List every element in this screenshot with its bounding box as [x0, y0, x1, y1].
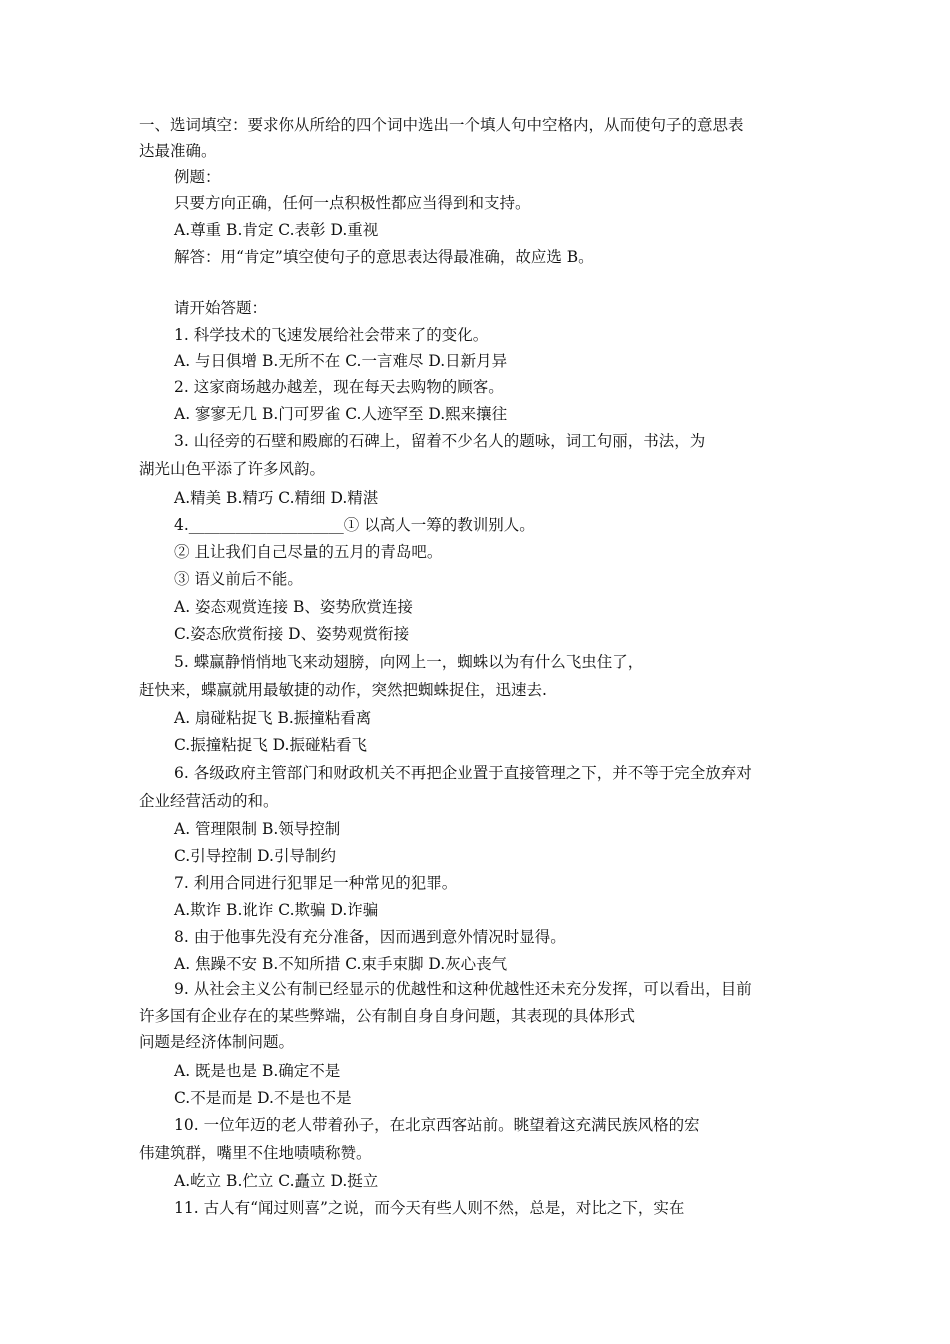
- question-3-options: A.精美 B.精巧 C.精细 D.精湛: [174, 489, 379, 507]
- example-sentence: 只要方向正确，任何一点积极性都应当得到和支持。: [174, 194, 531, 212]
- question-8-options: A. 焦躁不安 B.不知所措 C.束手束脚 D.灰心丧气: [174, 955, 508, 973]
- question-9-line-3: 问题是经济体制问题。: [139, 1033, 295, 1051]
- question-6-line-1: 6. 各级政府主管部门和财政机关不再把企业置于直接管理之下，并不等于完全放弃对: [174, 764, 752, 782]
- question-10-line-2: 伟建筑群，嘴里不住地啧啧称赞。: [139, 1144, 372, 1162]
- example-heading: 例题：: [174, 168, 221, 186]
- question-5-options-1: A. 扇碰粘捉飞 B.振撞粘看离: [174, 709, 372, 727]
- question-5-options-2: C.振撞粘捉飞 D.振碰粘看飞: [174, 736, 367, 754]
- question-1-options: A. 与日俱增 B.无所不在 C.一言难尽 D.日新月异: [174, 352, 508, 370]
- question-6-options-1: A. 管理限制 B.领导控制: [174, 820, 341, 838]
- question-11-line-1: 11. 古人有“闻过则喜”之说，而今天有些人则不然，总是，对比之下，实在: [174, 1199, 685, 1217]
- instruction-line-2: 达最准确。: [139, 142, 217, 160]
- start-heading: 请开始答题：: [174, 299, 268, 317]
- question-3-line-2: 湖光山色平添了许多风韵。: [139, 460, 326, 478]
- question-9-line-1: 9. 从社会主义公有制已经显示的优越性和这种优越性还未充分发挥，可以看出，目前: [174, 980, 752, 998]
- question-9-options-1: A. 既是也是 B.确定不是: [174, 1062, 341, 1080]
- question-5-line-2: 赶快来，蝶赢就用最敏捷的动作，突然把蜘蛛捉住，迅速去.: [139, 681, 547, 699]
- question-9-options-2: C.不是而是 D.不是也不是: [174, 1089, 352, 1107]
- question-6-options-2: C.引导控制 D.引导制约: [174, 847, 336, 865]
- question-2: 2. 这家商场越办越差，现在每天去购物的顾客。: [174, 378, 504, 396]
- question-6-line-2: 企业经营活动的和。: [139, 792, 279, 810]
- question-9-line-2: 许多国有企业存在的某些弊端，公有制自身自身问题，其表现的具体形式: [139, 1007, 636, 1025]
- question-4-options-1: A. 姿态观赏连接 B、姿势欣赏连接: [174, 598, 413, 616]
- question-4-line-3: ③ 语义前后不能。: [174, 570, 303, 588]
- question-5-line-1: 5. 蝶赢静悄悄地飞来动翅膀，向网上一，蜘蛛以为有什么飞虫住了，: [174, 653, 644, 671]
- question-1: 1. 科学技术的飞速发展给社会带来了的变化。: [174, 326, 489, 344]
- question-8: 8. 由于他事先没有充分准备，因而遇到意外情况时显得。: [174, 928, 566, 946]
- question-4-line-2: ② 且让我们自己尽量的五月的青岛吧。: [174, 543, 443, 561]
- question-7-options: A.欺诈 B.讹诈 C.欺骗 D.诈骗: [174, 901, 379, 919]
- question-7: 7. 利用合同进行犯罪足一种常见的犯罪。: [174, 874, 458, 892]
- instruction-line-1: 一、选词填空：要求你从所给的四个词中选出一个填人句中空格内，从而使句子的意思表: [139, 116, 744, 134]
- example-options: A.尊重 B.肯定 C.表彰 D.重视: [174, 221, 379, 239]
- question-3-line-1: 3. 山径旁的石壁和殿廊的石碑上，留着不少名人的题咏，词工句丽，书法，为: [174, 432, 706, 450]
- question-10-options: A.屹立 B.伫立 C.矗立 D.挺立: [174, 1172, 379, 1190]
- question-4-options-2: C.姿态欣赏衔接 D、姿势观赏衔接: [174, 625, 410, 643]
- question-10-line-1: 10. 一位年迈的老人带着孙子，在北京西客站前。眺望着这充满民族风格的宏: [174, 1116, 700, 1134]
- question-4-line-1: 4.____________________① 以高人一筹的教训别人。: [174, 516, 535, 534]
- question-2-options: A. 寥寥无几 B.门可罗雀 C.人迹罕至 D.熙来攘往: [174, 405, 508, 423]
- example-answer: 解答：用“肯定”填空使句子的意思表达得最准确，故应选 B。: [174, 248, 594, 266]
